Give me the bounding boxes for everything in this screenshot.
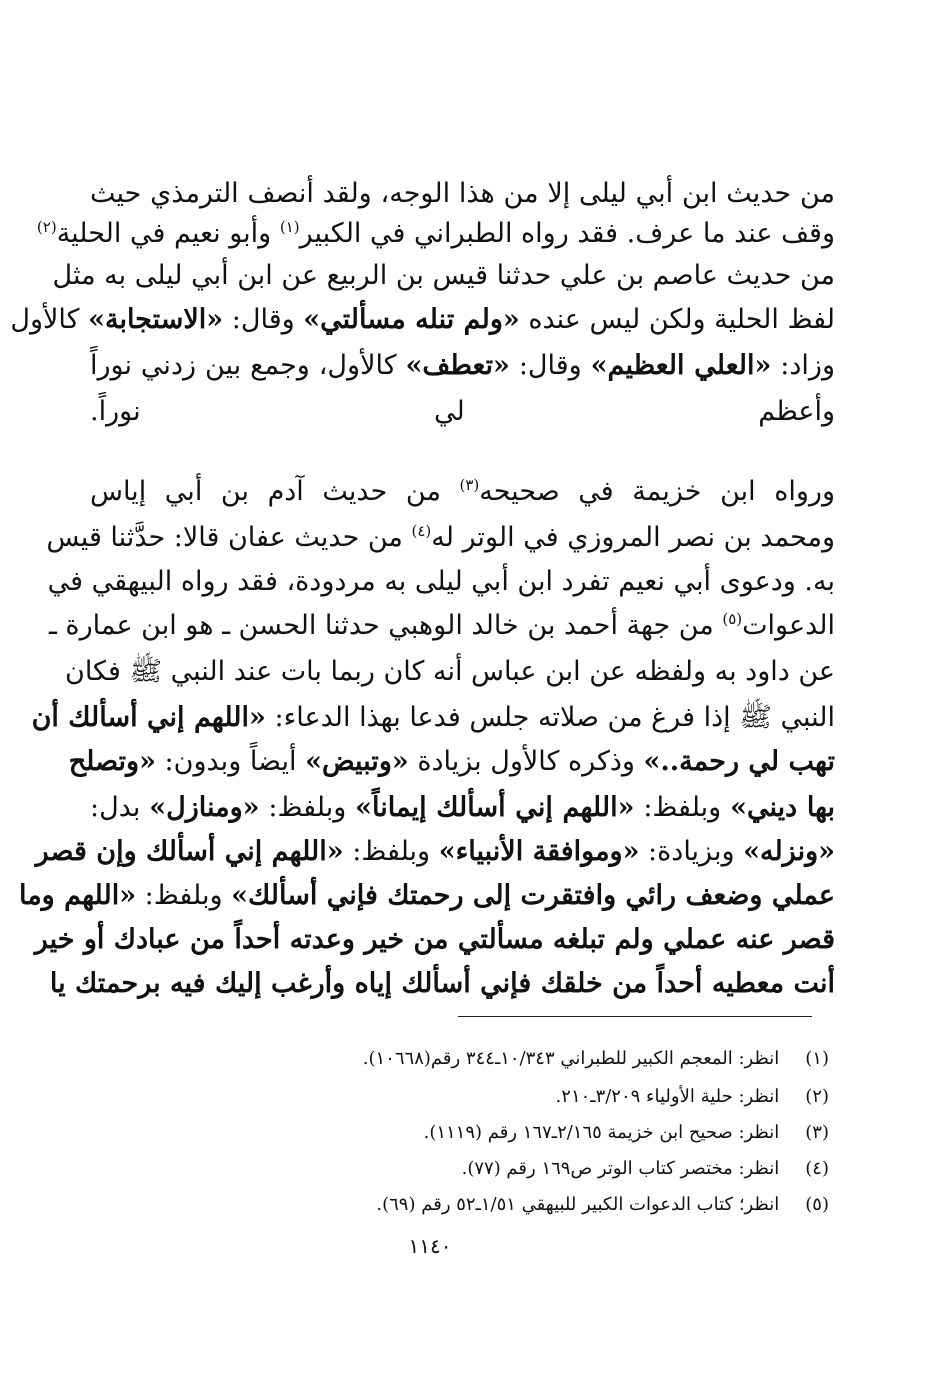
text-segment: الدعوات <box>742 610 835 641</box>
footnote-text: انظر؛ كتاب الدعوات الكبير للبيهقي ١/٥١ـ٥٢ رقم (٦٩). <box>376 1194 780 1215</box>
text-segment: عن داود به ولفظه عن ابن عباس أنه كان ربما بات عند النبي ﷺ فكان <box>64 656 835 687</box>
text-line <box>48 606 835 646</box>
footnote-ref: (٣) <box>459 476 480 494</box>
quoted-phrase: «اللهم إني أسألك وإن قصر <box>35 836 344 867</box>
footnote-ref: (٢) <box>36 218 57 236</box>
text-line <box>68 742 835 782</box>
text-line <box>36 214 835 254</box>
text-line <box>18 876 835 916</box>
text-segment: وبلفظ: <box>136 880 232 911</box>
text-segment: وقال: <box>223 304 304 335</box>
footnote-separator <box>458 1016 812 1017</box>
quoted-phrase: «ولم تنله مسألتي» <box>303 304 520 335</box>
text-segment: وبزيادة: <box>639 836 744 867</box>
quoted-phrase: «اللهم وما <box>18 880 137 911</box>
text-segment: النبي ﷺ إذا فرغ من صلاته جلس فدعا بهذا الدعاء: <box>265 702 835 733</box>
text-segment: ورواه ابن خزيمة في صحيحه <box>479 476 835 507</box>
text-segment: أيضاً وبدون: <box>155 746 306 777</box>
footnote <box>556 1084 829 1110</box>
quoted-phrase: «وتصلح <box>68 746 156 777</box>
footnote <box>424 1120 829 1146</box>
quoted-phrase: بها ديني» <box>730 792 836 823</box>
text-segment: وقف عند ما عرف. فقد رواه الطبراني في الكبير <box>299 218 835 249</box>
text-line <box>34 920 835 960</box>
text-line <box>49 964 835 1004</box>
quoted-phrase: «العلي العظيم» <box>590 350 772 381</box>
footnote-text: انظر: حلية الأولياء ٣/٢٠٩ـ٢١٠. <box>555 1086 780 1107</box>
quoted-phrase: «اللهم إني أسألك إيماناً» <box>355 792 635 823</box>
text-segment: من حديث عفان قالا: حدَّثنا قيس <box>46 522 412 553</box>
text-line <box>90 788 835 828</box>
quoted-phrase: «وموافقة الأنبياء» <box>438 836 640 867</box>
footnote-number: (٥) <box>805 1194 829 1215</box>
text-segment: كالأول، وجمع بين زدني نوراً <box>90 350 406 381</box>
text-line <box>10 300 835 340</box>
text-segment: وبلفظ: <box>343 836 439 867</box>
footnote-text: انظر: مختصر كتاب الوتر ص١٦٩ رقم (٧٧). <box>461 1158 780 1179</box>
quoted-phrase: «ومنازل» <box>149 792 260 823</box>
text-segment: به. ودعوى أبي نعيم تفرد ابن أبي ليلى به مردودة، فقد رواه البيهقي في <box>47 566 835 597</box>
footnote-number: (١) <box>805 1048 829 1069</box>
page-number: ١١٤٠ <box>408 1234 452 1258</box>
text-segment: ومحمد بن نصر المروزي في الوتر له <box>431 522 835 553</box>
text-line <box>64 652 835 692</box>
quoted-phrase: أنت معطيه أحداً من خلقك فإني أسألك إياه وأرغب إليك فيه برحمتك يا <box>49 968 835 999</box>
footnote-number: (٢) <box>805 1086 829 1107</box>
footnote-ref: (٥) <box>722 610 743 628</box>
text-line <box>90 174 835 214</box>
text-line <box>90 472 835 512</box>
text-segment: وزاد: <box>771 350 835 381</box>
footnote-ref: (١) <box>279 218 300 236</box>
footnote <box>376 1192 829 1218</box>
text-segment: من حديث عاصم بن علي حدثنا قيس بن الربيع عن ابن أبي ليلى به مثل <box>52 260 835 291</box>
quoted-phrase: «وتبيض» <box>305 746 409 777</box>
text-line <box>52 256 835 296</box>
footnote-text: انظر: صحيح ابن خزيمة ٢/١٦٥ـ١٦٧ رقم (١١١٩). <box>423 1122 780 1143</box>
text-line <box>46 518 835 558</box>
text-segment: وبلفظ: <box>634 792 731 823</box>
text-line <box>31 698 835 738</box>
text-segment: لفظ الحلية ولكن ليس عنده <box>519 304 835 335</box>
text-segment: بدل: <box>90 792 150 823</box>
footnote-number: (٤) <box>805 1158 829 1179</box>
quoted-phrase: قصر عنه عملي ولم تبلغه مسألتي من خير وعدته أحداً من عبادك أو خير <box>34 924 835 955</box>
text-line <box>47 562 835 602</box>
text-segment: كالأول <box>10 304 89 335</box>
text-segment: وأعظم لي نوراً. <box>90 396 835 427</box>
footnote <box>462 1156 829 1182</box>
footnote-text: انظر: المعجم الكبير للطبراني ١٠/٣٤٣ـ٣٤٤ رقم(١٠٦٦٨). <box>362 1048 780 1069</box>
text-line <box>90 346 835 386</box>
text-line <box>35 832 835 872</box>
quoted-phrase: عملي وضعف رائي وافتقرت إلى رحمتك فإني أسألك» <box>231 880 835 911</box>
footnote-ref: (٤) <box>411 522 432 540</box>
quoted-phrase: «تعطف» <box>405 350 510 381</box>
quoted-phrase: «اللهم إني أسألك أن <box>31 702 266 733</box>
footnote-number: (٣) <box>805 1122 829 1143</box>
quoted-phrase: «ونزله» <box>743 836 835 867</box>
text-segment: وبلفظ: <box>259 792 356 823</box>
text-segment: وقال: <box>509 350 591 381</box>
footnote <box>363 1046 829 1072</box>
text-line <box>90 392 835 432</box>
quoted-phrase: تهب لي رحمة..» <box>643 746 835 777</box>
text-segment: من جهة أحمد بن خالد الوهبي حدثنا الحسن ـ هو ابن عمارة ـ <box>48 610 723 641</box>
text-segment: وذكره كالأول بزيادة <box>408 746 644 777</box>
text-segment: من حديث آدم بن أبي إياس <box>90 476 460 507</box>
text-segment: وأبو نعيم في الحلية <box>56 218 280 249</box>
quoted-phrase: «الاستجابة» <box>88 304 224 335</box>
text-segment: من حديث ابن أبي ليلى إلا من هذا الوجه، ولقد أنصف الترمذي حيث <box>90 178 835 209</box>
